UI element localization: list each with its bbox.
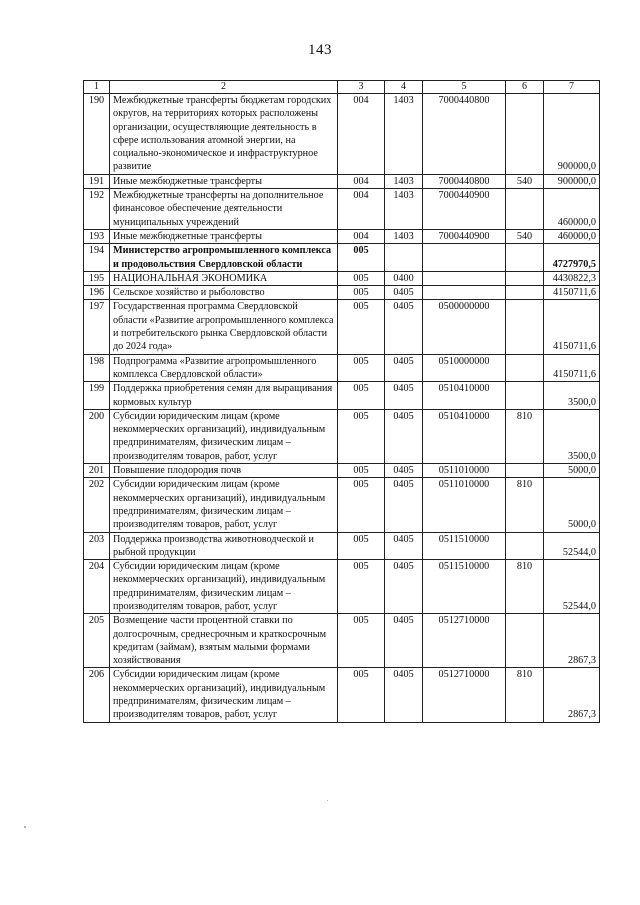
row-name: Возмещение части процентной ставки по долгосрочным, среднесрочным и краткосрочным кредитам (займам), взятым малыми формами хозяйствования: [110, 614, 338, 668]
table-row: [84, 464, 600, 478]
row-sum: 3500,0: [544, 382, 600, 410]
row-dept-code: 005: [338, 271, 385, 285]
row-sum: 900000,0: [544, 174, 600, 188]
row-expense-type: 810: [506, 668, 544, 722]
table-row: [84, 229, 600, 243]
row-name: Субсидии юридическим лицам (кроме некоммерческих организаций), индивидуальным предпринимателям, физическим лицам – производителям товаров, работ, услуг: [110, 668, 338, 722]
row-expense-type: 810: [506, 478, 544, 532]
row-section-code: 1403: [385, 174, 423, 188]
table-row: [84, 94, 600, 175]
row-dept-code: 004: [338, 174, 385, 188]
row-dept-code: 005: [338, 244, 385, 272]
row-number: 196: [84, 286, 110, 300]
row-dept-code: 005: [338, 286, 385, 300]
row-expense-type: [506, 382, 544, 410]
row-section-code: 1403: [385, 229, 423, 243]
header-col-1: 1: [84, 81, 110, 94]
row-expense-type: 810: [506, 560, 544, 614]
row-dept-code: 004: [338, 189, 385, 230]
row-sum: 52544,0: [544, 532, 600, 560]
table-row: [84, 614, 600, 668]
row-sum: 4150711,6: [544, 300, 600, 354]
header-col-4: 4: [385, 81, 423, 94]
row-name: НАЦИОНАЛЬНАЯ ЭКОНОМИКА: [110, 271, 338, 285]
row-dept-code: 005: [338, 560, 385, 614]
row-section-code: 1403: [385, 94, 423, 175]
row-number: 191: [84, 174, 110, 188]
row-target-code: 0511510000: [423, 560, 506, 614]
budget-table: [83, 80, 600, 723]
row-expense-type: [506, 286, 544, 300]
table-row: [84, 532, 600, 560]
row-expense-type: 810: [506, 409, 544, 463]
row-name: Межбюджетные трансферты на дополнительное финансовое обеспечение деятельности муниципальных учреждений: [110, 189, 338, 230]
row-name: Иные межбюджетные трансферты: [110, 229, 338, 243]
row-name: Министерство агропромышленного комплекса и продовольствия Свердловской области: [110, 244, 338, 272]
row-section-code: 0405: [385, 382, 423, 410]
row-expense-type: [506, 300, 544, 354]
row-sum: 4150711,6: [544, 354, 600, 382]
row-dept-code: 005: [338, 354, 385, 382]
row-number: 206: [84, 668, 110, 722]
row-number: 203: [84, 532, 110, 560]
row-name: Государственная программа Свердловской области «Развитие агропромышленного комплекса и потребительского рынка Свердловской области до 2024 года»: [110, 300, 338, 354]
row-sum: 2867,3: [544, 668, 600, 722]
table-body: [84, 94, 600, 723]
row-expense-type: [506, 244, 544, 272]
header-col-5: 5: [423, 81, 506, 94]
row-number: 201: [84, 464, 110, 478]
row-dept-code: 005: [338, 464, 385, 478]
page-number: 143: [308, 42, 332, 58]
header-col-6: 6: [506, 81, 544, 94]
table-row: [84, 409, 600, 463]
row-name: Поддержка приобретения семян для выращивания кормовых культур: [110, 382, 338, 410]
row-name: Субсидии юридическим лицам (кроме некоммерческих организаций), индивидуальным предпринимателям, физическим лицам – производителям товаров, работ, услуг: [110, 478, 338, 532]
header-col-7: 7: [544, 81, 600, 94]
row-target-code: 0510410000: [423, 382, 506, 410]
table-row: [84, 560, 600, 614]
row-number: 200: [84, 409, 110, 463]
row-section-code: 0405: [385, 286, 423, 300]
table-row: [84, 244, 600, 272]
row-section-code: 0405: [385, 354, 423, 382]
row-target-code: 0512710000: [423, 614, 506, 668]
row-dept-code: 005: [338, 614, 385, 668]
row-target-code: 0512710000: [423, 668, 506, 722]
row-sum: 4430822,3: [544, 271, 600, 285]
row-target-code: [423, 286, 506, 300]
table-row: [84, 668, 600, 722]
scan-speck: [327, 800, 328, 801]
row-section-code: 0405: [385, 560, 423, 614]
row-target-code: 0511010000: [423, 478, 506, 532]
row-target-code: 7000440800: [423, 174, 506, 188]
row-section-code: 0405: [385, 464, 423, 478]
row-target-code: 7000440900: [423, 229, 506, 243]
row-sum: 52544,0: [544, 560, 600, 614]
row-number: 204: [84, 560, 110, 614]
row-section-code: 1403: [385, 189, 423, 230]
row-name: Межбюджетные трансферты бюджетам городских округов, на территориях которых расположены организации, осуществляющие деятельность в сфере использования атомной энергии, на социально-экономическое и инфраструктурное развитие: [110, 94, 338, 175]
row-target-code: 0510410000: [423, 409, 506, 463]
row-name: Сельское хозяйство и рыболовство: [110, 286, 338, 300]
row-dept-code: 005: [338, 382, 385, 410]
row-expense-type: 540: [506, 174, 544, 188]
table-row: [84, 174, 600, 188]
row-name: Иные межбюджетные трансферты: [110, 174, 338, 188]
row-number: 199: [84, 382, 110, 410]
table-row: [84, 382, 600, 410]
row-name: Подпрограмма «Развитие агропромышленного комплекса Свердловской области»: [110, 354, 338, 382]
row-dept-code: 005: [338, 668, 385, 722]
row-sum: 3500,0: [544, 409, 600, 463]
row-name: Повышение плодородия почв: [110, 464, 338, 478]
table-row: [84, 286, 600, 300]
row-target-code: 0510000000: [423, 354, 506, 382]
row-target-code: 7000440800: [423, 94, 506, 175]
row-section-code: 0405: [385, 409, 423, 463]
row-number: 193: [84, 229, 110, 243]
table-row: [84, 354, 600, 382]
row-dept-code: 005: [338, 409, 385, 463]
row-dept-code: 005: [338, 532, 385, 560]
row-expense-type: [506, 94, 544, 175]
row-target-code: [423, 244, 506, 272]
row-number: 197: [84, 300, 110, 354]
header-col-3: 3: [338, 81, 385, 94]
row-sum: 460000,0: [544, 189, 600, 230]
table-row: [84, 189, 600, 230]
row-sum: 5000,0: [544, 478, 600, 532]
row-target-code: 7000440900: [423, 189, 506, 230]
row-dept-code: 004: [338, 94, 385, 175]
row-section-code: 0400: [385, 271, 423, 285]
row-target-code: 0511510000: [423, 532, 506, 560]
row-expense-type: [506, 354, 544, 382]
row-expense-type: [506, 464, 544, 478]
row-expense-type: 540: [506, 229, 544, 243]
row-number: 202: [84, 478, 110, 532]
row-sum: 460000,0: [544, 229, 600, 243]
row-number: 194: [84, 244, 110, 272]
row-dept-code: 005: [338, 478, 385, 532]
row-expense-type: [506, 271, 544, 285]
row-target-code: [423, 271, 506, 285]
row-section-code: 0405: [385, 478, 423, 532]
header-col-2: 2: [110, 81, 338, 94]
row-dept-code: 005: [338, 300, 385, 354]
row-number: 190: [84, 94, 110, 175]
row-sum: 2867,3: [544, 614, 600, 668]
row-sum: 4150711,6: [544, 286, 600, 300]
row-section-code: 0405: [385, 668, 423, 722]
row-dept-code: 004: [338, 229, 385, 243]
row-section-code: [385, 244, 423, 272]
row-expense-type: [506, 532, 544, 560]
table-row: [84, 300, 600, 354]
row-expense-type: [506, 189, 544, 230]
row-number: 198: [84, 354, 110, 382]
row-name: Субсидии юридическим лицам (кроме некоммерческих организаций), индивидуальным предпринимателям, физическим лицам – производителям товаров, работ, услуг: [110, 409, 338, 463]
scan-speck: [24, 826, 26, 828]
row-name: Поддержка производства животноводческой и рыбной продукции: [110, 532, 338, 560]
row-target-code: 0511010000: [423, 464, 506, 478]
row-section-code: 0405: [385, 300, 423, 354]
row-target-code: 0500000000: [423, 300, 506, 354]
row-sum: 4727970,5: [544, 244, 600, 272]
row-number: 195: [84, 271, 110, 285]
row-sum: 900000,0: [544, 94, 600, 175]
table-row: [84, 478, 600, 532]
header-row: [84, 81, 600, 94]
row-number: 192: [84, 189, 110, 230]
row-section-code: 0405: [385, 532, 423, 560]
row-number: 205: [84, 614, 110, 668]
row-name: Субсидии юридическим лицам (кроме некоммерческих организаций), индивидуальным предпринимателям, физическим лицам – производителям товаров, работ, услуг: [110, 560, 338, 614]
row-expense-type: [506, 614, 544, 668]
row-section-code: 0405: [385, 614, 423, 668]
table-row: [84, 271, 600, 285]
row-sum: 5000,0: [544, 464, 600, 478]
